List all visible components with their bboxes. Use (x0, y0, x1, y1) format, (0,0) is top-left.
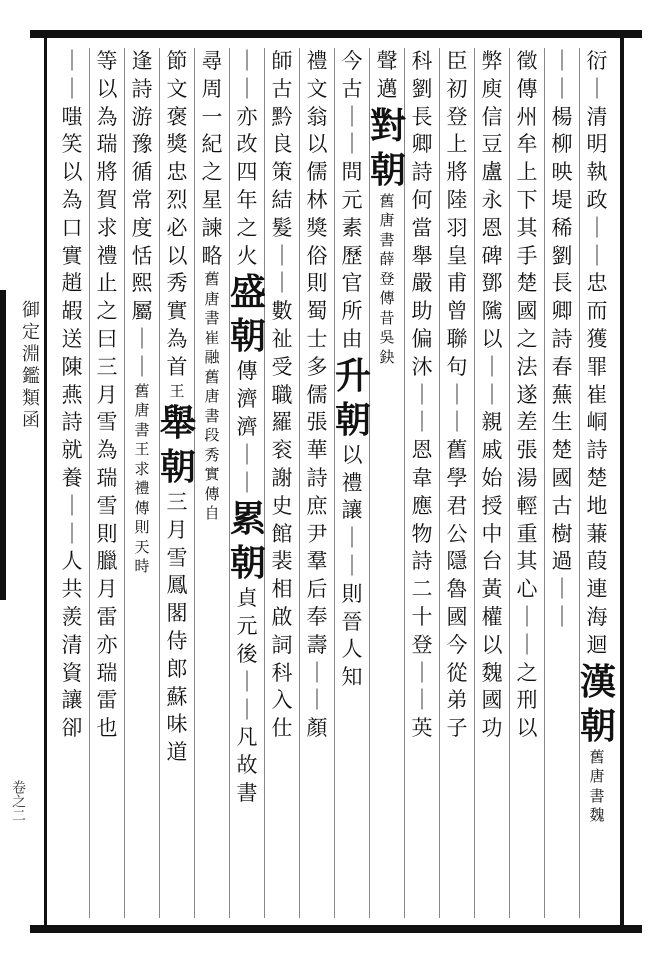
body-text: 等 以 為 瑞 將 賀 求 禮 止 之 曰 三 月 雪 為 瑞 雪 則 臘 月 雷 亦 瑞 雷 也 (96, 49, 118, 741)
text-column (439, 48, 474, 918)
margin-fold (0, 290, 46, 600)
margin-label: 御定淵鑑類函 (19, 300, 40, 432)
text-column (369, 48, 407, 918)
body-text: 禮 文 翁 以 儒 林 獎 俗 則 蜀 士 多 儒 張 華 詩 庶 尹 羣 后 奉 壽 ｜ ｜ 顏 (306, 49, 328, 741)
text-column (229, 48, 267, 918)
body-text: ｜ ｜ 亦 改 四 年 之 火 (236, 49, 258, 268)
text-column (194, 48, 229, 918)
heading-term: 對 朝 (370, 104, 407, 191)
text-column (89, 48, 124, 918)
text-column (474, 48, 509, 918)
citation-note: 王 (169, 381, 185, 400)
heading-term: 盛 朝 (230, 271, 267, 358)
body-text: 今 古 ｜ ｜ 問 元 素 歷 官 所 由 (341, 49, 363, 351)
text-column (299, 48, 334, 918)
text-column (404, 48, 439, 918)
body-text: 貞 元 後 ｜ ｜ 凡 故 書 (236, 586, 258, 805)
citation-note: 舊 唐 書 段 秀 實 傳 自 (204, 367, 220, 523)
text-column (124, 48, 159, 918)
text-column (264, 48, 299, 918)
frame-top-border (30, 30, 642, 38)
body-text: 衍 ｜ 清 明 執 政 ｜ ｜ 忠 而 獲 罪 崔 峒 詩 楚 地 蒹 葭 連 海 迴 (586, 49, 608, 657)
body-text: 傳 濟 濟 ｜ ｜ (236, 359, 258, 495)
citation-note: 舊 唐 書 薛 登 傳 昔 吳 鈌 (379, 191, 395, 366)
text-column (55, 48, 89, 918)
body-text: 尋 周 一 紀 之 星 諫 略 (201, 49, 223, 268)
heading-term: 舉 朝 (160, 402, 197, 489)
citation-note: 舊 唐 書 魏 (589, 747, 605, 825)
body-text: ｜ ｜ 嗤 笑 以 為 口 實 趙 嘏 送 陳 燕 詩 就 養 ｜ ｜ 人 共 羨 清 資 讓 卻 (61, 49, 83, 741)
heading-term: 升 朝 (335, 354, 372, 441)
heading-term: 漢 朝 (580, 660, 617, 747)
text-column (334, 48, 372, 918)
body-text: 節 文 褒 獎 忠 烈 必 以 秀 實 為 首 (166, 49, 188, 379)
page-number: 卷之二 (10, 780, 26, 822)
body-text: 科 劉 長 卿 詩 何 當 舉 嚴 助 偏 沐 ｜ ｜ 恩 韋 應 物 詩 二 十 登 ｜ ｜ 英 (411, 49, 433, 741)
body-text: 三 月 雪 鳳 閣 侍 郎 蘇 味 道 (166, 490, 188, 765)
heading-term: 累 朝 (230, 498, 267, 585)
body-text: 邁 (376, 76, 398, 101)
text-column (509, 48, 544, 918)
text-column (544, 48, 579, 918)
body-text: 聲 (376, 49, 398, 73)
frame-right-border (620, 30, 624, 933)
text-columns (58, 48, 617, 918)
body-text: 以 禮 讓 ｜ ｜ 則 晉 人 知 (341, 442, 363, 690)
fold-strip (0, 290, 6, 600)
body-text: 師 古 黔 良 策 結 髮 ｜ ｜ 數 祉 受 職 羅 衮 謝 史 館 裴 相 啟 詞 科 入 仕 (271, 49, 293, 741)
citation-note: 舊 唐 書 王 求 禮 傳 則 天 時 (134, 381, 150, 576)
body-text: 弊 庾 信 豆 盧 永 恩 碑 鄧 隲 以 ｜ ｜ 親 戚 始 授 中 台 黃 權 以 魏 國 功 (481, 49, 503, 741)
body-text: 逢 詩 游 豫 循 常 度 恬 熙 屬 ｜ ｜ (131, 49, 153, 379)
body-text: ｜ ｜ 楊 柳 映 堤 稀 劉 長 卿 詩 春 蕪 生 楚 國 古 樹 過 ｜ ｜ (551, 49, 573, 629)
citation-note: 舊 唐 書 崔 融 (204, 270, 220, 367)
text-column (579, 48, 617, 918)
frame-bottom-border (30, 925, 642, 933)
body-text: 徵 傳 州 牟 上 下 其 手 楚 國 之 法 遂 差 張 湯 輕 重 其 心 ｜ ｜ 之 刑 以 (516, 49, 538, 741)
text-column (159, 48, 197, 918)
body-text: 臣 初 登 上 將 陸 羽 皇 甫 曾 聯 句 ｜ ｜ 舊 學 君 公 隱 魯 國 今 從 弟 子 (446, 49, 468, 741)
